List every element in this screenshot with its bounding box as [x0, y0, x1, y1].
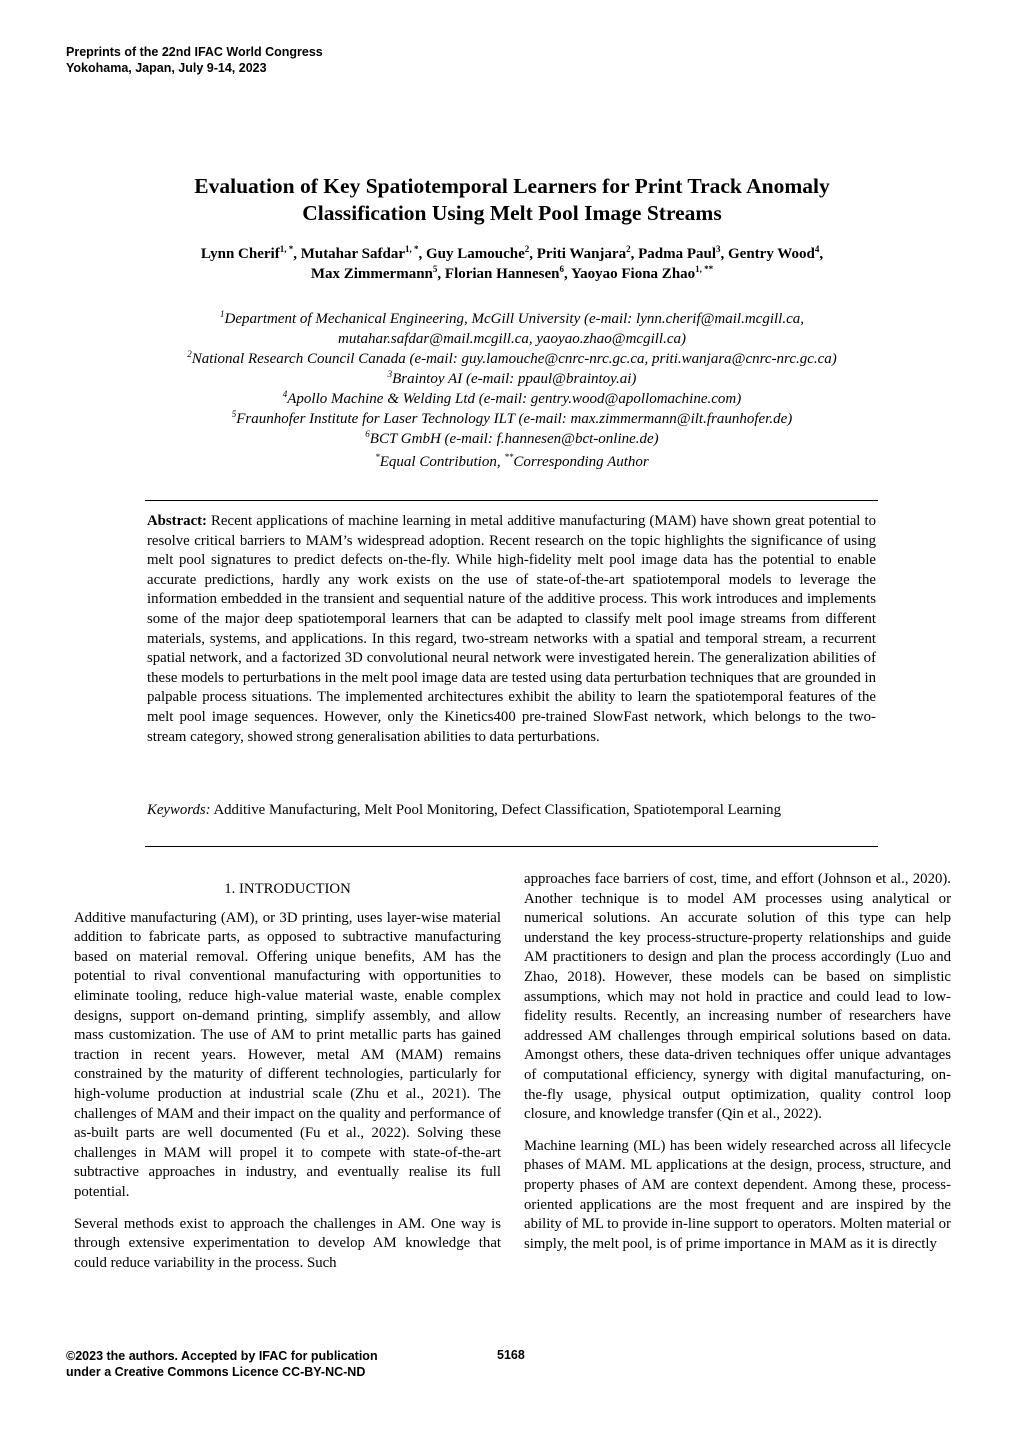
license-footer: [66, 1348, 378, 1380]
author-line-2: Max Zimmermann$^5$, Florian Hannesen$^6$, Yaoyao Fiona Zhao$^{1, **}$: [310, 264, 714, 282]
abstract: [147, 512, 876, 747]
section-heading: 1. INTRODUCTION: [224, 881, 351, 897]
author-name: Lynn Cherif: [200, 246, 280, 262]
author-sup: 3: [716, 244, 721, 254]
affiliation-text: Fraunhofer Institute for Laser Technology ILT (e-mail: max.zimmermann@ilt.fraunhofer.de): [236, 411, 793, 427]
author-list: [100, 244, 924, 284]
affiliation: [100, 349, 924, 369]
paragraph: Machine learning (ML) has been widely researched across all lifecycle phases of MAM. ML applications at the design, process, structure, and property phases of AM are context dependent. Among these, process-oriented applications are the most frequent and are inspired by the ability of ML to provide in-line support to operators. Molten material or simply, the melt pool, is of prime importance in MAM as it is directly: [524, 1137, 951, 1252]
keywords-label: Keywords:: [147, 802, 211, 818]
abstract-label: Abstract:: [147, 513, 207, 529]
header-location: Yokohama, Japan, July 9-14, 2023: [66, 61, 267, 75]
paragraph: Additive manufacturing (AM), or 3D printing, uses layer-wise material addition to fabricate parts, as opposed to subtractive manufacturing based on material removal. Offering unique benefits, AM has the potential to rival conventional manufacturing with opportunities to eliminate tooling, reduce high-value material waste, enable complex designs, support on-demand printing, simplify assembly, and allow mass customization. The use of AM to print metallic parts has gained traction in recent years. However, metal AM (MAM) remains constrained by the maturity of different technologies, particularly for high-volume production at industrial scale (Zhu et al., 2021). The challenges of MAM and their impact on the quality and performance of as-built parts are well documented (Fu et al., 2022). Solving these challenges in MAM will propel it to compete with state-of-the-art subtractive approaches in industry, and eventually realise its full potential.: [74, 909, 501, 1200]
left-column: [74, 870, 501, 1285]
author-sup: 1, *: [405, 244, 419, 254]
title-line-1: Evaluation of Key Spatiotemporal Learners for Print Track Anomaly: [194, 174, 830, 198]
author-sup: 2: [524, 244, 530, 254]
affiliation-text: Department of Mechanical Engineering, McGill University (e-mail: lynn.cherif@mail.mcgill.ca,: [224, 311, 804, 327]
author-sup: 1, *: [279, 244, 294, 254]
affiliation-sup: 2: [187, 349, 192, 359]
author-name: Max Zimmermann: [310, 266, 433, 282]
note-sup: **: [504, 452, 514, 462]
contribution-note: [100, 454, 924, 471]
abstract-bottom-rule: [145, 846, 878, 847]
affiliation-text: mutahar.safdar@mail.mcgill.ca, yaoyao.zhao@mcgill.ca): [338, 331, 686, 347]
affiliation: [100, 309, 924, 329]
affiliation-list: [100, 309, 924, 449]
keywords: [147, 801, 876, 821]
affiliation-sup: 3: [387, 369, 393, 379]
affiliation-text: Apollo Machine & Welding Ltd (e-mail: gentry.wood@apollomachine.com): [287, 391, 742, 407]
author-name: Mutahar Safdar: [300, 246, 405, 262]
affiliation-sup: 5: [231, 409, 237, 419]
paper-title: [100, 173, 924, 227]
abstract-top-rule: [145, 500, 878, 501]
affiliation-text: BCT GmbH (e-mail: f.hannesen@bct-online.de): [369, 431, 659, 447]
note-text: Corresponding Author: [513, 454, 649, 470]
affiliation: [100, 329, 924, 349]
affiliation-sup: 4: [282, 389, 288, 399]
author-sup: 2: [626, 244, 631, 254]
affiliation-sup: 6: [365, 429, 370, 439]
affiliation: [100, 429, 924, 449]
affiliation-text: Braintoy AI (e-mail: ppaul@braintoy.ai): [392, 371, 637, 387]
note-sup: *: [375, 452, 380, 462]
footer-copyright: ©2023 the authors. Accepted by IFAC for publication: [66, 1349, 378, 1363]
page-number: 5168: [497, 1348, 525, 1362]
running-header: [66, 44, 323, 76]
right-column: [524, 870, 951, 1266]
author-line-1: Lynn Cherif$^{1, *}$, Mutahar Safdar$^{1, *}$, Guy Lamouche$^2$, Priti Wanjara$^2$, Padma Paul$^3$, Gentry Wood$^4$,: [200, 244, 824, 262]
author-name: Guy Lamouche: [426, 246, 525, 262]
paragraph: Several methods exist to approach the challenges in AM. One way is through extensive experimentation to develop AM knowledge that could reduce variability in the process. Such: [74, 1215, 501, 1271]
note-text: Equal Contribution,: [379, 454, 505, 470]
affiliation-text: National Research Council Canada (e-mail: guy.lamouche@cnrc-nrc.gc.ca, priti.wanjara@cnrc-nrc.gc.ca): [191, 351, 837, 367]
affiliation: [100, 409, 924, 429]
affiliation-sup: 1: [220, 309, 225, 319]
author-name: Florian Hannesen: [444, 266, 560, 282]
author-sup: 5: [432, 264, 438, 274]
title-line-2: Classification Using Melt Pool Image Streams: [302, 201, 722, 225]
author-name: Padma Paul: [638, 246, 716, 262]
author-sup: 4: [814, 244, 820, 254]
header-conference: Preprints of the 22nd IFAC World Congress: [66, 45, 323, 59]
author-name: Yaoyao Fiona Zhao: [570, 266, 696, 282]
abstract-text: Recent applications of machine learning in metal additive manufacturing (MAM) have shown great potential to resolve critical barriers to MAM’s widespread adoption. Recent research on the topic highlights the significance of using melt pool signatures to predict defects on-the-fly. While high-fidelity melt pool image data has the potential to enable accurate predictions, hardly any work exists on the use of state-of-the-art spatiotemporal models to leverage the information embedded in the transient and sequential nature of the additive process. This work introduces and implements some of the major deep spatiotemporal learners that can be adapted to classify melt pool image streams from different materials, systems, and applications. In this regard, two-stream networks with a spatial and temporal stream, a recurrent spatial network, and a factorized 3D convolutional neural network were investigated herein. The generalization abilities of these models to perturbations in the melt pool image data are tested using data perturbation techniques that are grounded in palpable process situations. The implemented architectures exhibit the ability to learn the spatiotemporal features of the melt pool image sequences. However, only the Kinetics400 pre-trained SlowFast network, which belongs to the two-stream category, showed strong generalisation abilities to data perturbations.: [147, 513, 876, 745]
footer-license: under a Creative Commons Licence CC-BY-NC-ND: [66, 1365, 366, 1379]
author-sup: 1, **: [695, 264, 714, 274]
paragraph: approaches face barriers of cost, time, and effort (Johnson et al., 2020). Another technique is to model AM processes using analytical or numerical solutions. An accurate solution of this type can help understand the key process-structure-property relationships and guide AM practitioners to design and plan the process accordingly (Luo and Zhao, 2018). However, these models can be based on simplistic assumptions, which may not hold in practice and could lead to low-fidelity results. Recently, an increasing number of researchers have addressed AM challenges through empirical solutions based on data. Amongst others, these data-driven techniques offer unique advantages of computational efficiency, synergy with digital manufacturing, on-the-fly usage, physical output optimization, quality control loop closure, and knowledge transfer (Qin et al., 2022).: [524, 871, 951, 1123]
keywords-text: Additive Manufacturing, Melt Pool Monitoring, Defect Classification, Spatiotemporal Learning: [210, 802, 781, 818]
author-name: Priti Wanjara: [536, 246, 627, 262]
author-name: Gentry Wood: [728, 246, 815, 262]
author-sup: 6: [559, 264, 565, 274]
affiliation: [100, 389, 924, 409]
affiliation: [100, 369, 924, 389]
